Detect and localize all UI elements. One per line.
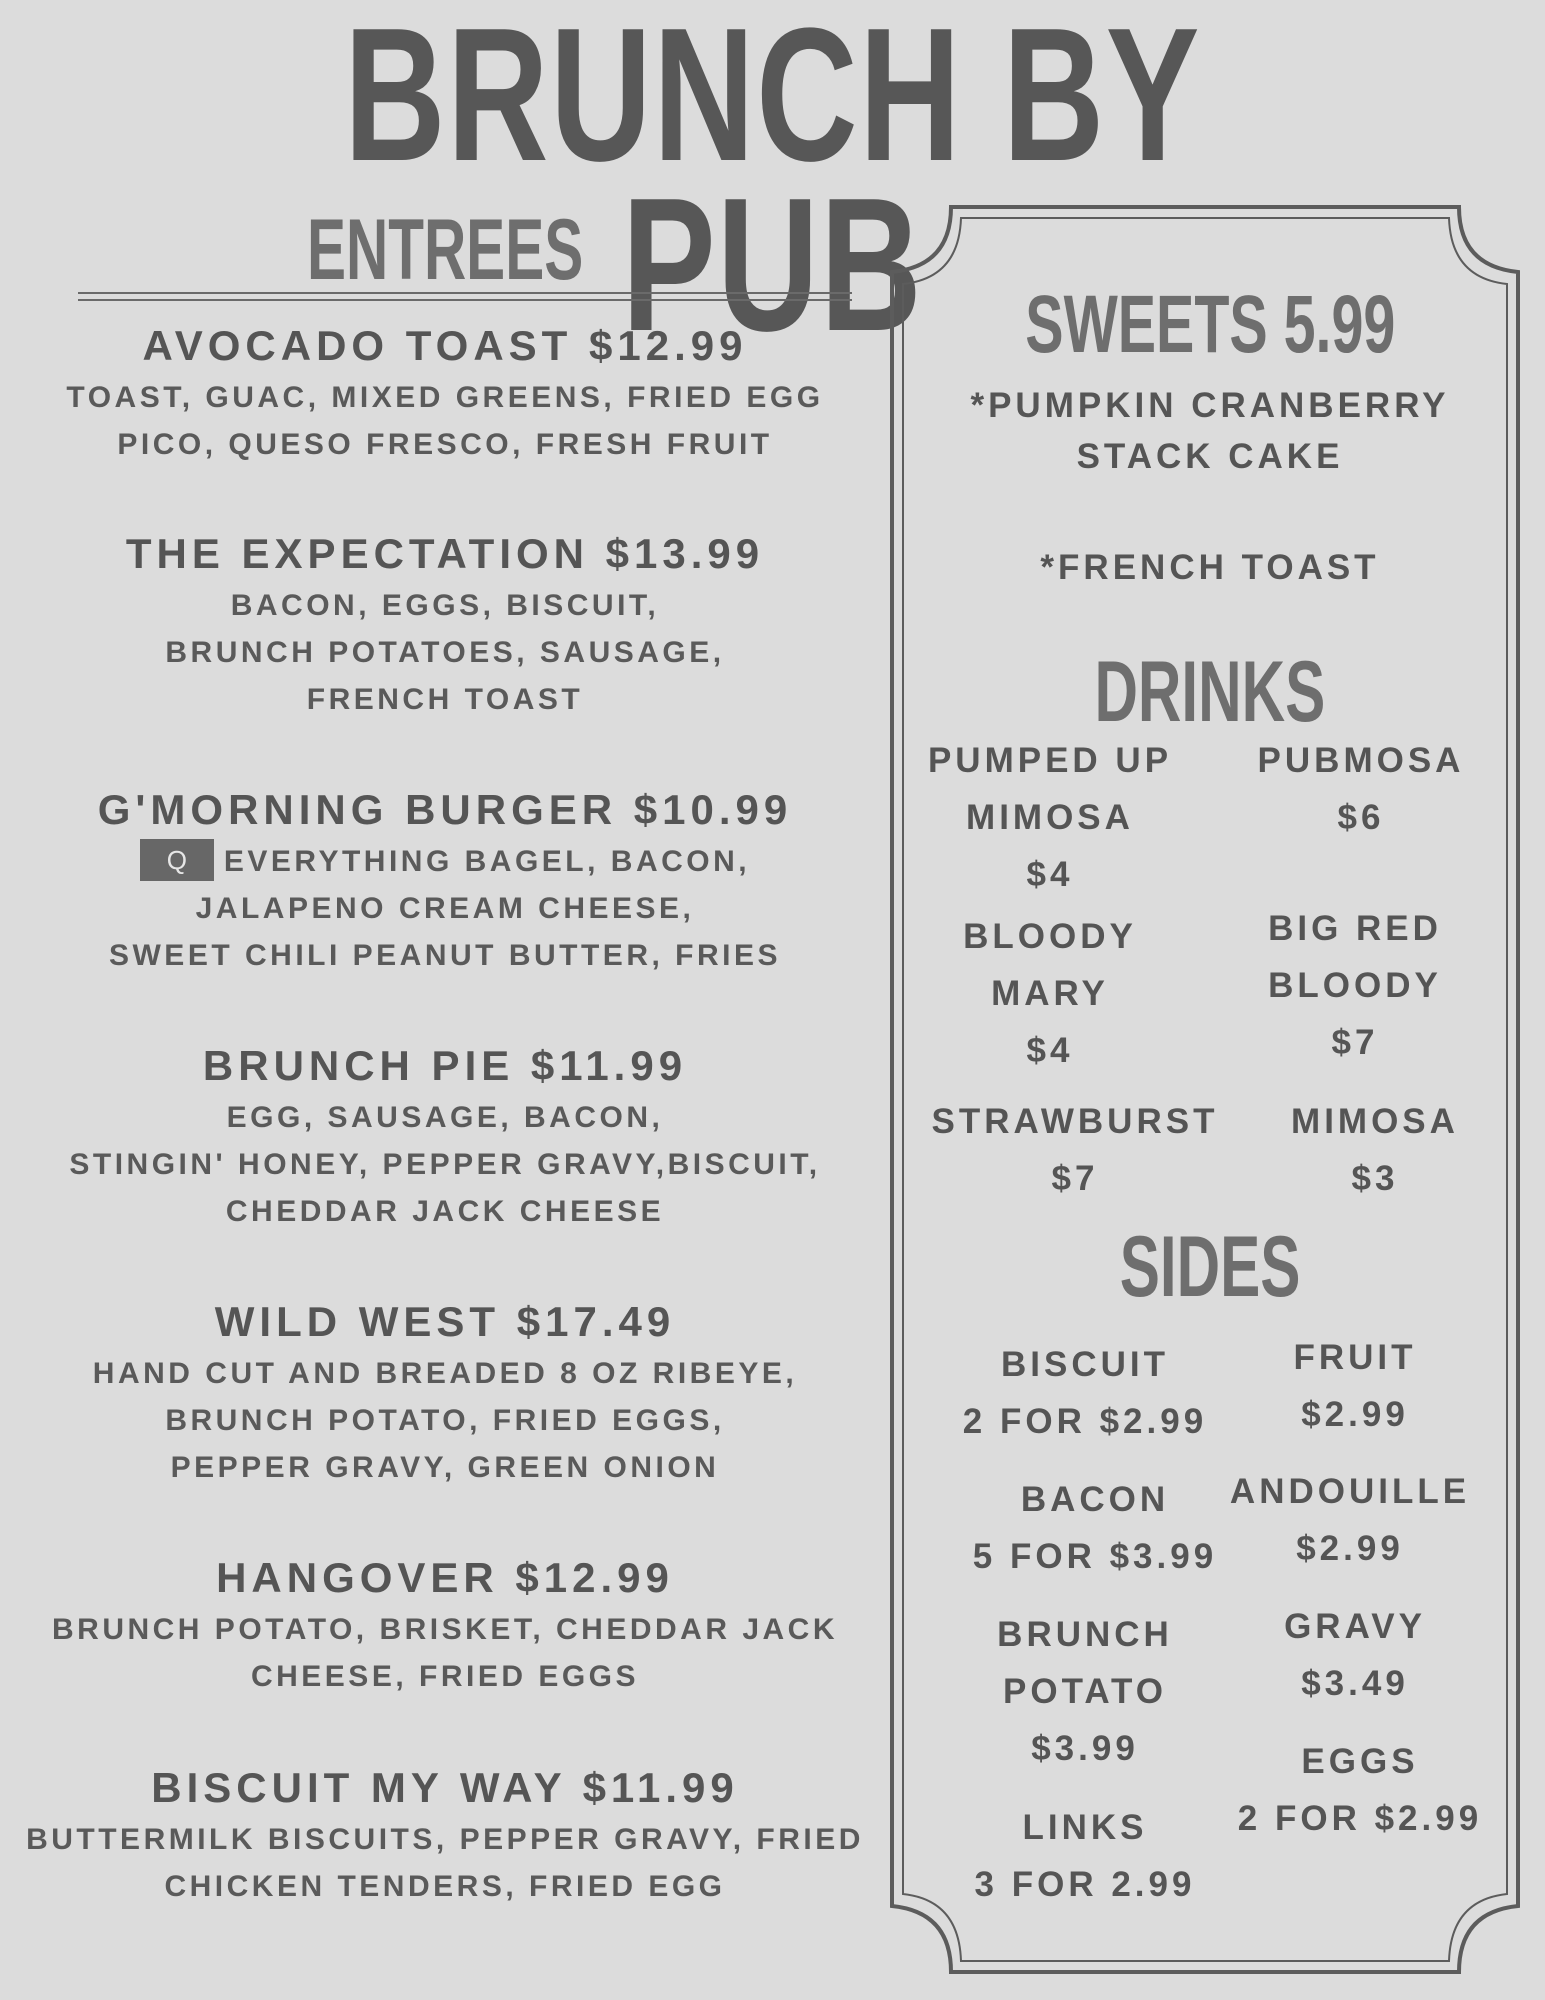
entree-wild-west bbox=[20, 1294, 870, 1491]
drinks-heading: DRINKS bbox=[1094, 644, 1326, 740]
drink-line: BIG RED bbox=[1268, 909, 1442, 948]
sweets-heading: SWEETS 5.99 bbox=[1024, 279, 1396, 370]
side-line: GRAVY bbox=[1284, 1607, 1426, 1646]
drink-line: BLOODY bbox=[963, 917, 1137, 956]
side-line: 5 FOR $3.99 bbox=[972, 1537, 1218, 1576]
entree-gmorning-burger bbox=[20, 782, 870, 979]
menu-title: BRUNCH BY PUB bbox=[344, 0, 1201, 371]
drink-line: MIMOSA bbox=[966, 798, 1134, 837]
entree-desc-line bbox=[20, 838, 870, 885]
entree-name: G'MORNING BURGER $10.99 bbox=[97, 786, 793, 833]
entree-name: HANGOVER $12.99 bbox=[216, 1554, 674, 1601]
drinks-heading-wrap bbox=[930, 644, 1490, 740]
entree-desc-line: BRUNCH POTATO, BRISKET, CHEDDAR JACK bbox=[51, 1613, 839, 1646]
sides-heading-wrap bbox=[930, 1219, 1490, 1315]
side-line: ANDOUILLE bbox=[1229, 1472, 1471, 1511]
side-line: BACON bbox=[1020, 1480, 1170, 1519]
drink-line: MIMOSA bbox=[1291, 1102, 1459, 1141]
side-line: FRUIT bbox=[1293, 1338, 1417, 1377]
sweets-item bbox=[930, 542, 1490, 593]
drink-line: $7 bbox=[1051, 1159, 1099, 1198]
drink-line: $6 bbox=[1337, 798, 1385, 837]
side-item bbox=[1220, 1733, 1500, 1847]
sweets-item bbox=[930, 380, 1490, 482]
entree-the-expectation bbox=[20, 526, 870, 723]
drink-line: MARY bbox=[991, 974, 1109, 1013]
entrees-heading-wrap bbox=[210, 202, 680, 298]
side-line: $2.99 bbox=[1301, 1395, 1409, 1434]
side-line: $3.49 bbox=[1301, 1664, 1409, 1703]
drink-item bbox=[915, 1093, 1235, 1207]
sweets-item-line: *FRENCH TOAST bbox=[1040, 548, 1380, 587]
entree-name: BISCUIT MY WAY $11.99 bbox=[151, 1764, 739, 1811]
side-item bbox=[935, 1799, 1235, 1913]
side-line: 2 FOR $2.99 bbox=[962, 1402, 1208, 1441]
entree-biscuit-my-way bbox=[20, 1760, 870, 1910]
entree-name: AVOCADO TOAST $12.99 bbox=[142, 322, 748, 369]
side-item bbox=[1230, 1329, 1480, 1443]
drink-item bbox=[920, 908, 1180, 1079]
entrees-heading: ENTREES bbox=[306, 202, 584, 298]
side-line: BISCUIT bbox=[1001, 1345, 1169, 1384]
entree-desc-line: EGG, SAUSAGE, BACON, bbox=[226, 1101, 664, 1134]
entree-desc-line: BACON, EGGS, BISCUIT, bbox=[230, 589, 660, 622]
drink-line: STRAWBURST bbox=[931, 1102, 1219, 1141]
side-line: $3.99 bbox=[1031, 1729, 1139, 1768]
entree-desc-line: CHEESE, FRIED EGGS bbox=[250, 1660, 640, 1693]
entree-name: WILD WEST $17.49 bbox=[214, 1298, 676, 1345]
side-line: EGGS bbox=[1301, 1742, 1419, 1781]
drink-line: $7 bbox=[1331, 1023, 1379, 1062]
entree-desc-line: BUTTERMILK BISCUITS, PEPPER GRAVY, FRIED bbox=[26, 1823, 864, 1856]
entrees-divider-bottom bbox=[78, 299, 852, 301]
drink-item bbox=[920, 732, 1180, 903]
entree-desc-line: TOAST, GUAC, MIXED GREENS, FRIED EGG bbox=[66, 381, 824, 414]
side-line: 3 FOR 2.99 bbox=[974, 1865, 1196, 1904]
entree-name: THE EXPECTATION $13.99 bbox=[125, 530, 765, 577]
drink-item bbox=[1230, 900, 1480, 1071]
side-item bbox=[935, 1606, 1235, 1777]
side-line: $2.99 bbox=[1296, 1529, 1404, 1568]
side-item bbox=[1220, 1463, 1480, 1577]
entree-brunch-pie bbox=[20, 1038, 870, 1235]
entree-desc-text: EVERYTHING BAGEL, BACON, bbox=[223, 845, 751, 878]
entree-desc-line: BRUNCH POTATO, FRIED EGGS, bbox=[165, 1404, 725, 1437]
entree-avocado-toast bbox=[20, 318, 870, 468]
sides-heading: SIDES bbox=[1119, 1219, 1301, 1315]
sweets-heading-wrap bbox=[930, 280, 1490, 370]
side-line: 2 FOR $2.99 bbox=[1237, 1799, 1483, 1838]
side-item bbox=[1230, 1598, 1480, 1712]
sweets-item-line: STACK CAKE bbox=[1076, 437, 1344, 476]
side-line: LINKS bbox=[1022, 1808, 1148, 1847]
drink-item bbox=[1236, 732, 1486, 846]
entree-desc-line: SWEET CHILI PEANUT BUTTER, FRIES bbox=[108, 939, 781, 972]
side-item bbox=[945, 1471, 1245, 1585]
entree-name: BRUNCH PIE $11.99 bbox=[202, 1042, 688, 1089]
q-badge-icon: Q bbox=[140, 839, 214, 881]
drink-line: BLOODY bbox=[1268, 966, 1442, 1005]
entree-desc-line: PICO, QUESO FRESCO, FRESH FRUIT bbox=[117, 428, 773, 461]
drink-line: $4 bbox=[1026, 1031, 1074, 1070]
entree-desc-line: CHEDDAR JACK CHEESE bbox=[225, 1195, 665, 1228]
entree-desc-line: PEPPER GRAVY, GREEN ONION bbox=[170, 1451, 720, 1484]
sweets-item-line: *PUMPKIN CRANBERRY bbox=[970, 386, 1450, 425]
drink-line: $4 bbox=[1026, 855, 1074, 894]
side-line: POTATO bbox=[1003, 1672, 1167, 1711]
side-line: BRUNCH bbox=[997, 1615, 1173, 1654]
entree-desc-line: STINGIN' HONEY, PEPPER GRAVY,BISCUIT, bbox=[69, 1148, 821, 1181]
drink-item bbox=[1250, 1093, 1500, 1207]
entree-desc-line: HAND CUT AND BREADED 8 OZ RIBEYE, bbox=[92, 1357, 798, 1390]
entree-desc-line: JALAPENO CREAM CHEESE, bbox=[195, 892, 695, 925]
drink-line: PUMPED UP bbox=[927, 741, 1173, 780]
entree-desc-line: CHICKEN TENDERS, FRIED EGG bbox=[164, 1870, 726, 1903]
entree-hangover bbox=[20, 1550, 870, 1700]
entrees-divider-top bbox=[78, 292, 852, 294]
entree-desc-line: BRUNCH POTATOES, SAUSAGE, bbox=[165, 636, 725, 669]
drink-line: $3 bbox=[1351, 1159, 1399, 1198]
drink-line: PUBMOSA bbox=[1257, 741, 1465, 780]
entree-desc-line: FRENCH TOAST bbox=[306, 683, 584, 716]
side-item bbox=[935, 1336, 1235, 1450]
